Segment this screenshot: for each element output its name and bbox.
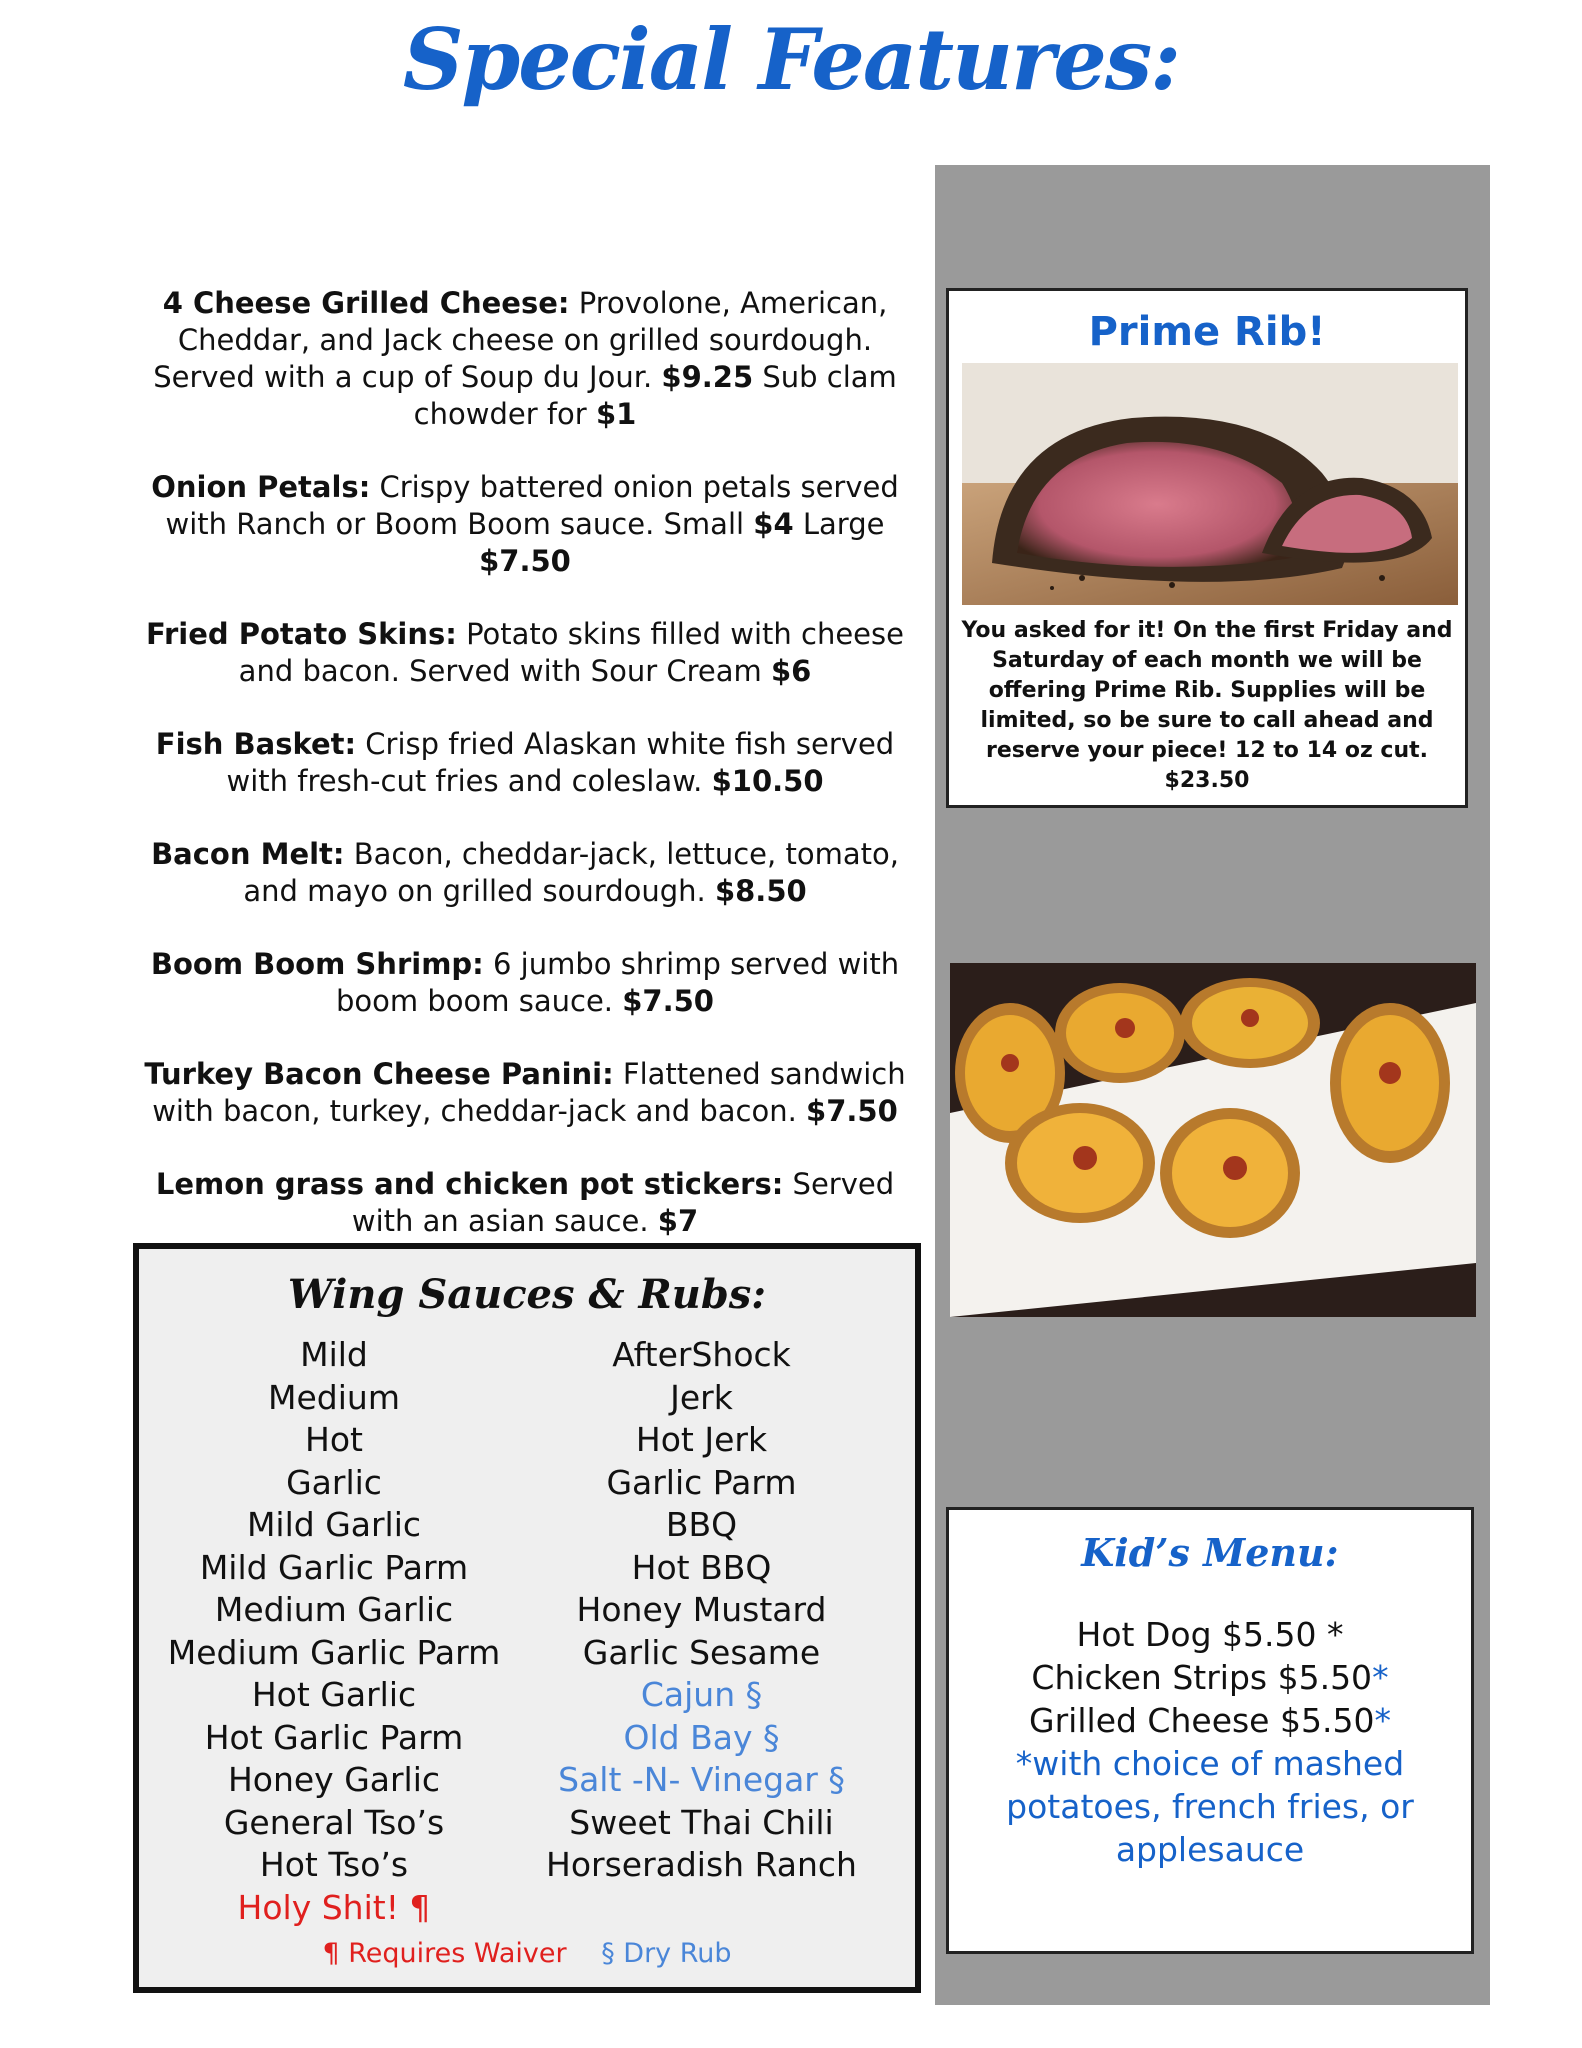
item-description: Flattened sandwich with bacon, turkey, cheddar-jack and bacon. [152,1057,906,1128]
item-price: $10.50 [711,764,824,798]
sauce-list-left [159,1334,509,1929]
item-description: Crisp fried Alaskan white fish served with fresh-cut fries and coleslaw. [226,727,895,798]
prime-rib-text: You asked for it! On the first Friday and Saturday of each month we will be offering Prime Rib. Supplies will be limited, so be sure to call ahead and reserve your piece! 12 to 14 oz cut. [961,618,1453,763]
item-extra-price: $1 [595,397,637,431]
item-price: $7 [657,1204,699,1238]
item-extra-price: $7.50 [479,544,571,578]
rub-item: Salt -N- Vinegar § [558,1760,845,1799]
sauce-item: Horseradish Ranch [546,1845,857,1884]
prime-rib-price: $23.50 [1164,768,1250,793]
menu-item [135,285,915,433]
kids-item-label: Chicken Strips $5.50 [1031,1658,1373,1697]
page-title: Special Features: [402,10,1180,109]
item-name: Boom Boom Shrimp: [150,947,484,981]
kids-item-mark: * [1372,1658,1389,1697]
rub-item: Old Bay § [623,1717,780,1757]
menu-item [135,836,915,910]
item-price: $7.50 [806,1094,898,1128]
menu-item [135,616,915,690]
item-name: Onion Petals: [151,470,371,504]
prime-rib-title: Prime Rib! [1088,309,1326,355]
sauce-item: Honey Mustard [576,1590,827,1629]
sauce-item: Honey Garlic [227,1760,441,1799]
item-description: Crispy battered onion petals served with Ranch or Boom Boom sauce. Small [165,470,899,541]
sauce-item: Sweet Thai Chili [569,1802,834,1842]
item-description: Bacon, cheddar-jack, lettuce, tomato, and mayo on grilled sourdough. [243,837,899,908]
kids-item-mark: * [1326,1615,1344,1654]
item-price: $9.25 [661,360,754,394]
sauce-item: Hot BBQ [631,1547,772,1587]
item-description: 6 jumbo shrimp served with boom boom sauce. [336,947,900,1018]
wing-sauces-box [133,1243,921,1993]
sauce-item: Medium Garlic [214,1590,454,1629]
sauce-item: Hot Tso’s [259,1845,409,1884]
menu-item [135,469,915,580]
kids-menu-box [946,1507,1474,1954]
item-description: Provolone, American, Cheddar, and Jack cheese on grilled sourdough. Served with a cup of Soup du Jour. [153,286,888,394]
sauce-item: Garlic Parm [606,1462,797,1502]
kids-menu-item [949,1699,1471,1742]
menu-item [135,946,915,1020]
sauce-item: Mild Garlic [246,1505,422,1544]
sauce-item-waiver: Holy Shit! ¶ [237,1887,431,1927]
item-description: Served with an asian sauce. [351,1167,895,1238]
menu-items [135,285,915,1276]
sauce-item: BBQ [665,1505,738,1544]
sauce-item: Mild [300,1335,368,1374]
prime-rib-box [946,288,1468,808]
kids-item-label: Grilled Cheese $5.50 [1029,1701,1375,1740]
item-price: $4 [753,507,794,541]
item-extra: Large [793,507,885,541]
sauce-item: Mild Garlic Parm [199,1547,469,1587]
item-price: $7.50 [622,984,714,1018]
sauce-list-right [509,1334,894,1887]
kids-menu-item [949,1656,1471,1699]
legend-dry-rub: § Dry Rub [601,1938,732,1969]
kids-menu-note: *with choice of mashed potatoes, french fries, or applesauce [1006,1744,1414,1869]
sauce-item: AfterShock [612,1335,791,1374]
sauce-item: Garlic [286,1462,382,1502]
menu-item [135,1056,915,1130]
item-name: Turkey Bacon Cheese Panini: [144,1057,614,1091]
sauce-item: Jerk [670,1377,733,1417]
sauce-legend [139,1938,915,1969]
rub-item: Cajun § [640,1675,763,1714]
item-price: $8.50 [714,874,807,908]
item-name: Fish Basket: [155,727,357,761]
sauce-item: Hot Garlic Parm [204,1717,464,1757]
kids-menu-list [949,1613,1471,1742]
sauce-item: Medium [268,1377,400,1417]
wing-sauces-title: Wing Sauces & Rubs: [287,1271,767,1318]
item-description: Potato skins filled with cheese and bacon. Served with Sour Cream [238,617,904,688]
sauce-item: General Tso’s [223,1802,445,1842]
prime-rib-photo [962,363,1458,605]
item-extra: Sub clam chowder for [413,360,897,431]
potato-skins-photo [950,963,1476,1317]
sauce-item: Hot Garlic [251,1675,417,1714]
sauce-item: Garlic Sesame [582,1632,821,1672]
item-name: Fried Potato Skins: [146,617,457,651]
menu-item [135,726,915,800]
item-price: $6 [770,654,812,688]
legend-waiver: ¶ Requires Waiver [322,1938,567,1969]
item-name: Bacon Melt: [151,837,345,871]
prime-rib-description [957,616,1457,796]
item-name: 4 Cheese Grilled Cheese: [162,286,570,320]
kids-item-label: Hot Dog $5.50 [1076,1615,1327,1654]
item-name: Lemon grass and chicken pot stickers: [155,1167,784,1201]
sauce-item: Hot Jerk [635,1420,768,1459]
kids-menu-item [949,1613,1471,1656]
sauce-item: Medium Garlic Parm [167,1632,501,1672]
menu-item [135,1166,915,1240]
kids-item-mark: * [1374,1701,1391,1740]
kids-menu-title: Kid’s Menu: [1081,1530,1339,1575]
sauce-item: Hot [305,1420,363,1459]
